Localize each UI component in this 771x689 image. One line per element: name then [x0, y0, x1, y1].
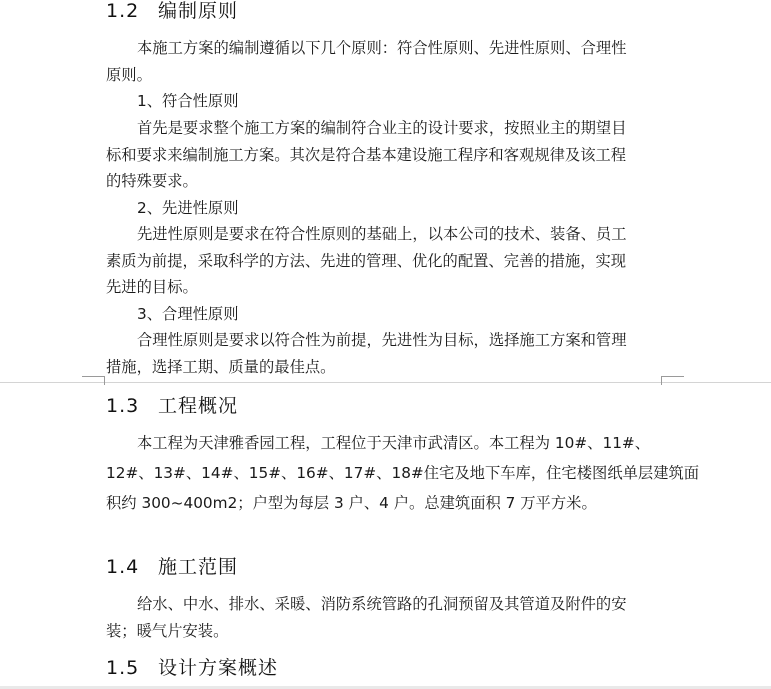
heading-1-5	[106, 653, 278, 680]
margin-mark-left	[82, 376, 105, 385]
heading-title: 施工范围	[158, 556, 239, 578]
paragraph-line: 素质为前提，采取科学的方法、先进的管理、优化的配置、完善的措施，实现	[106, 252, 627, 270]
paragraph-line: 先进的目标。	[106, 278, 198, 296]
page-break-line	[0, 382, 771, 383]
paragraph-line: 先进性原则是要求在符合性原则的基础上，以本公司的技术、装备、员工	[137, 225, 627, 243]
paragraph-line: 标和要求来编制施工方案。其次是符合基本建设施工程序和客观规律及该工程	[106, 146, 627, 164]
heading-title: 工程概况	[158, 395, 239, 417]
heading-1-2	[106, 0, 238, 23]
margin-mark-right	[661, 376, 684, 385]
paragraph-line: 积约 300~400m2；户型为每层 3 户、4 户。总建筑面积 7 万平方米。	[106, 494, 597, 512]
paragraph-line: 装；暖气片安装。	[106, 622, 229, 640]
paragraph-line: 措施，选择工期、质量的最佳点。	[106, 358, 336, 376]
heading-title: 设计方案概述	[158, 657, 279, 679]
heading-number: 1.3	[106, 395, 140, 417]
heading-1-3	[106, 391, 238, 418]
heading-title: 编制原则	[158, 0, 239, 22]
heading-number: 1.2	[106, 0, 140, 22]
paragraph-line: 本工程为天津雅香园工程，工程位于天津市武清区。本工程为 10#、11#、	[137, 434, 651, 452]
paragraph-line: 给水、中水、排水、采暖、消防系统管路的孔洞预留及其管道及附件的安	[137, 595, 627, 613]
subheading-compliance: 1、符合性原则	[137, 92, 239, 110]
subheading-advanced: 2、先进性原则	[137, 199, 239, 217]
paragraph-line: 原则。	[106, 66, 152, 84]
paragraph-line: 12#、13#、14#、15#、16#、17#、18#住宅及地下车库，住宅楼图纸单层建筑面	[106, 464, 700, 482]
heading-1-4	[106, 552, 238, 579]
paragraph-line: 本施工方案的编制遵循以下几个原则：符合性原则、先进性原则、合理性	[137, 39, 627, 57]
paragraph-line: 合理性原则是要求以符合性为前提，先进性为目标，选择施工方案和管理	[137, 331, 627, 349]
heading-number: 1.4	[106, 556, 140, 578]
paragraph-line: 的特殊要求。	[106, 172, 198, 190]
heading-number: 1.5	[106, 657, 140, 679]
subheading-reasonable: 3、合理性原则	[137, 305, 239, 323]
paragraph-line: 首先是要求整个施工方案的编制符合业主的设计要求，按照业主的期望目	[137, 119, 627, 137]
